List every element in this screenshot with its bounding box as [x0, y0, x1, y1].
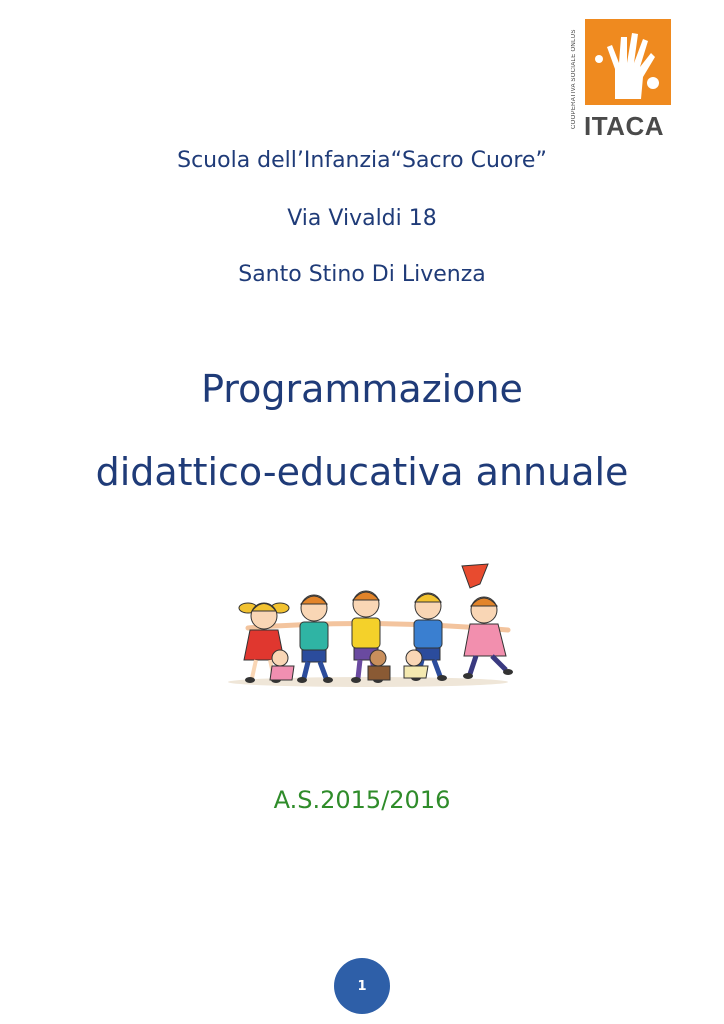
children-holding-hands-illustration — [218, 558, 518, 690]
school-year: A.S.2015/2016 — [273, 786, 451, 814]
document-title-line2: didattico-educativa annuale — [95, 450, 629, 494]
school-town: Santo Stino Di Livenza — [238, 262, 486, 287]
school-name: Scuola dell’Infanzia“Sacro Cuore” — [177, 148, 547, 173]
itaca-logo — [571, 17, 675, 141]
page-number: 1 — [357, 978, 367, 994]
school-address: Via Vivaldi 18 — [287, 206, 437, 231]
hand-logo-icon — [585, 19, 671, 105]
page-number-badge — [334, 958, 390, 1014]
document-title-line1: Programmazione — [201, 367, 523, 411]
logo-wordmark: ITACA — [584, 111, 665, 141]
logo-vertical-text: COOPERATIVA SOCIALE ONLUS — [571, 29, 577, 129]
